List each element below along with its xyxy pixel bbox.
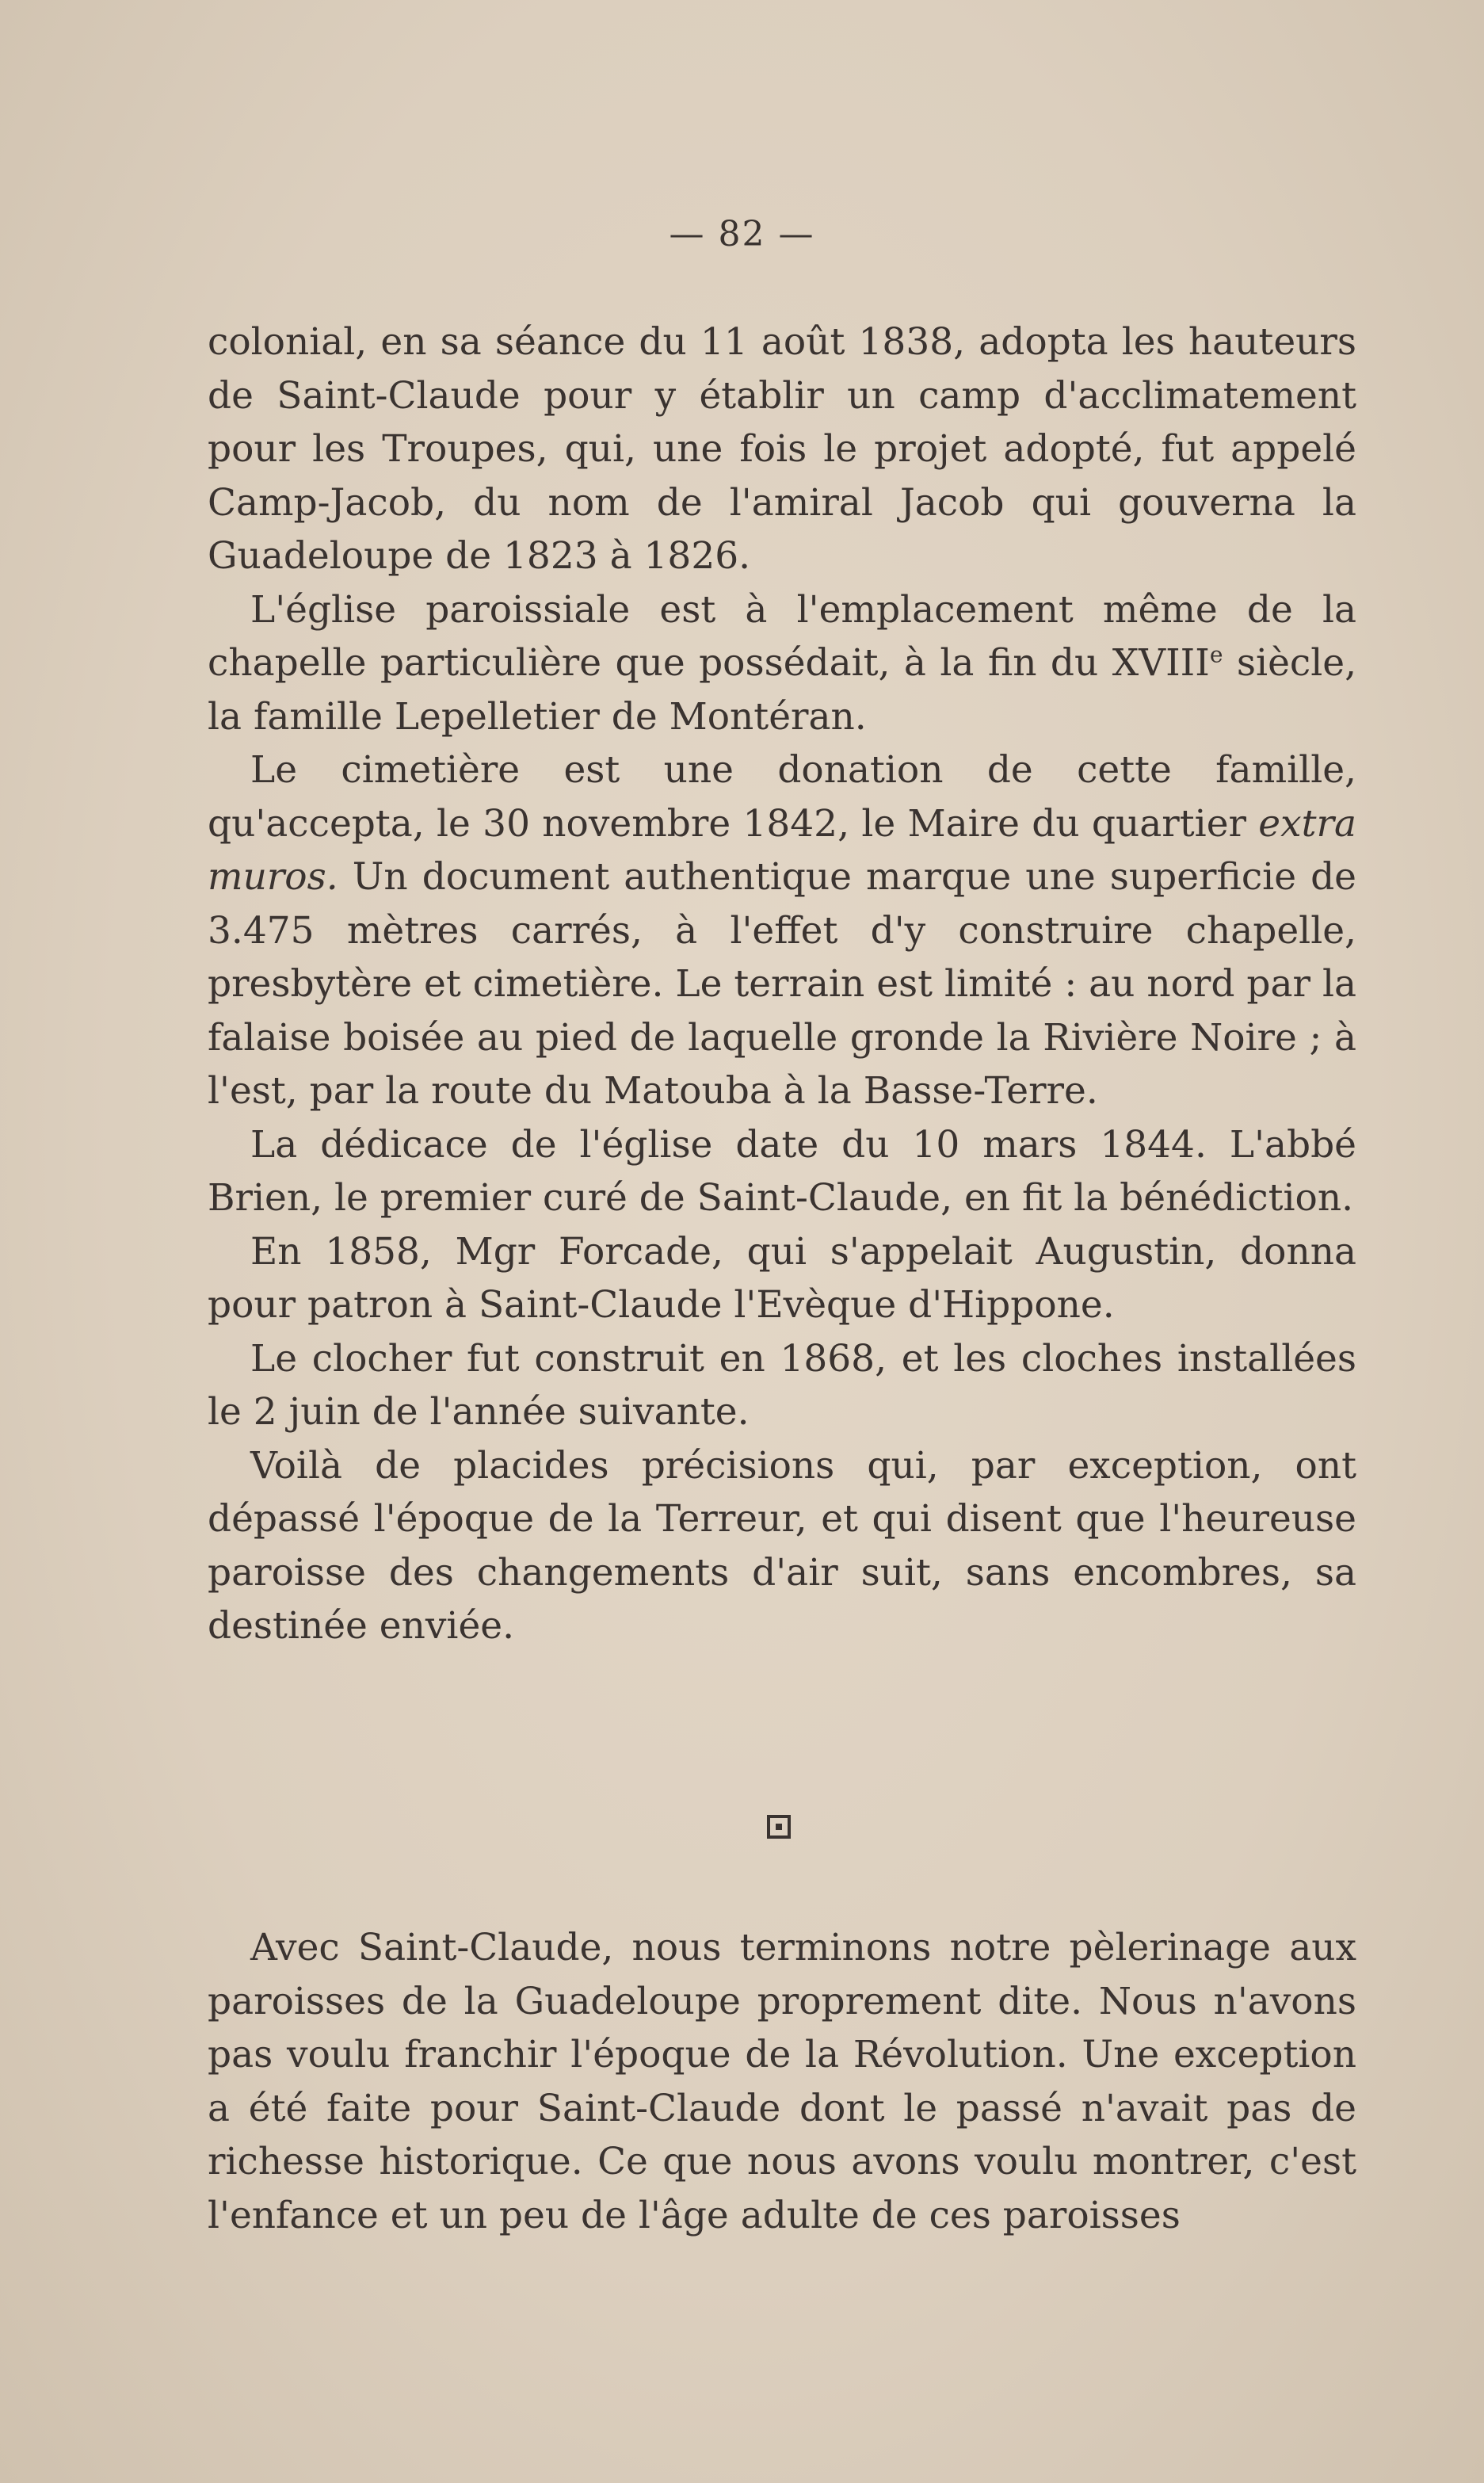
paragraph-dedication: La dédicace de l'église date du 10 mars 1844. L'abbé Brien, le premier curé de Saint-Claude, en fit la bénédiction. xyxy=(208,1122,1356,1220)
extra-muros-italic: extra muros. xyxy=(208,801,1356,899)
century-superscript: e xyxy=(1209,641,1223,668)
paragraph-cemetery-text-a: Le cimetière est une donation de cette famille, qu'accepta, le 30 novembre 1842, le Maire du quartier xyxy=(208,748,1356,846)
paragraph-church-text-a: L'église paroissiale est à l'emplacement même de la chapelle particulière que possédait, à la fin du XVIII xyxy=(208,587,1356,685)
paragraph-patron: En 1858, Mgr Forcade, qui s'appelait Augustin, donna pour patron à Saint-Claude l'Evèque d'Hippone. xyxy=(208,1229,1356,1327)
page-number: — 82 — xyxy=(669,214,815,254)
paragraph-conclusion: Voilà de placides précisions qui, par exception, ont dépassé l'époque de la Terreur, et qui disent que l'heureuse paroisse des changements d'air suit, sans encombres, sa destinée enviée. xyxy=(208,1443,1356,1648)
paragraph-bell-tower: Le clocher fut construit en 1868, et les cloches installées le 2 juin de l'année suivante. xyxy=(208,1336,1356,1434)
text-block-final xyxy=(208,1921,1356,2242)
paragraph-church xyxy=(208,583,1356,744)
section-divider-icon xyxy=(767,1815,791,1839)
paragraph-continuation: colonial, en sa séance du 11 août 1838, adopta les hauteurs de Saint-Claude pour y établir un camp d'acclimatement pour les Troupes, qui, une fois le projet adopté, fut appelé Camp-Jacob, du nom de l'amiral Jacob qui gouverna la Guadeloupe de 1823 à 1826. xyxy=(208,320,1356,578)
paragraph-cemetery-text-b: Un document authentique marque une superficie de 3.475 mètres carrés, à l'effet d'y construire chapelle, presbytère et cimetière. Le terrain est limité : au nord par la falaise boisée au pied de laquelle gronde la Rivière Noire ; à l'est, par la route du Matouba à la Basse-Terre. xyxy=(208,855,1356,1113)
text-block-main xyxy=(208,315,1356,1653)
paragraph-church-text-b: siècle, la famille Lepelletier de Montéran. xyxy=(208,641,1357,739)
paragraph-cemetery xyxy=(208,743,1356,1118)
paragraph-pilgrimage: Avec Saint-Claude, nous terminons notre pèlerinage aux paroisses de la Guadeloupe proprement dite. Nous n'avons pas voulu franchir l'époque de la Révolution. Une exception a été faite pour Saint-Claude dont le passé n'avait pas de richesse historique. Ce que nous avons voulu montrer, c'est l'enfance et un peu de l'âge adulte de ces paroisses xyxy=(208,1926,1356,2237)
